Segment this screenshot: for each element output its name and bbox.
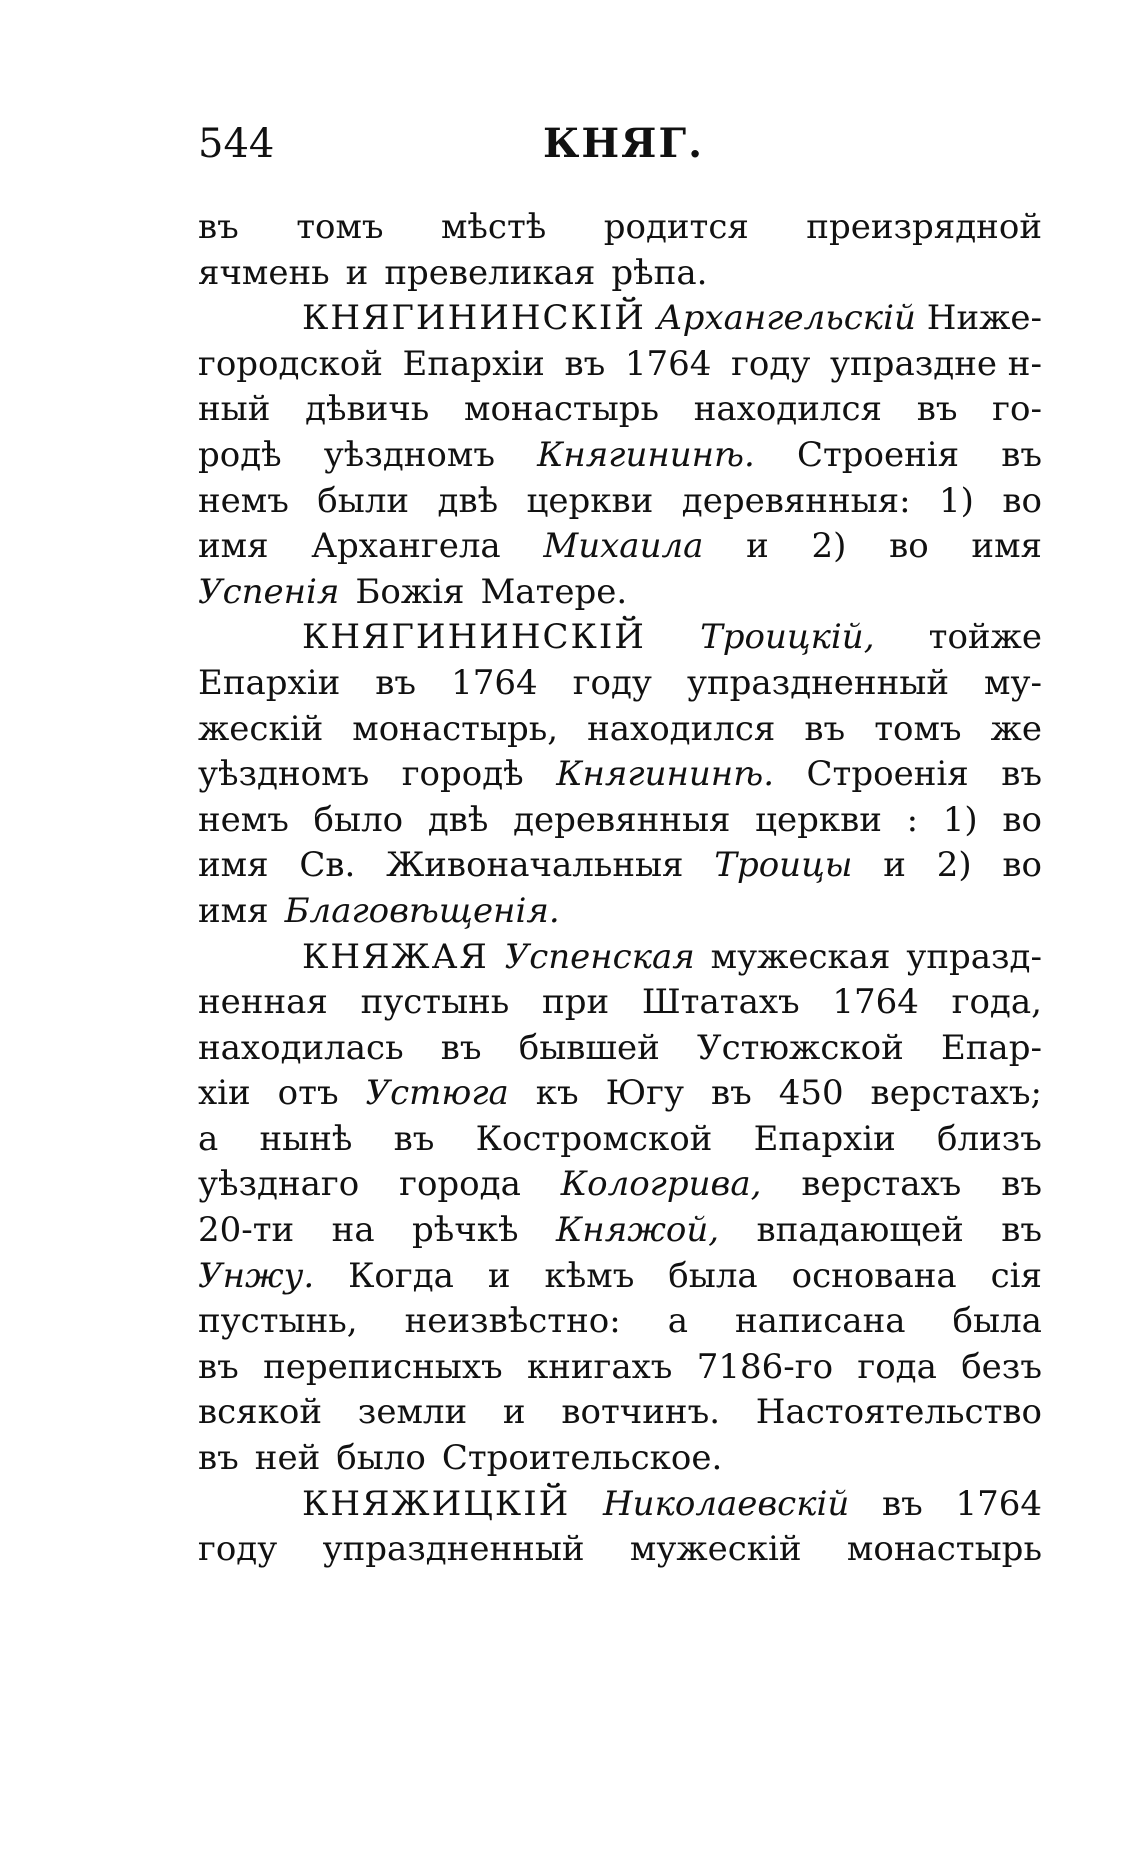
word: отъ (277, 1073, 339, 1114)
word: въ (916, 389, 958, 430)
italic-name: Троицы (714, 845, 853, 886)
word: упраздненный (686, 662, 949, 703)
word: монастырь (846, 1529, 1042, 1570)
word: ячмень (198, 252, 330, 293)
word: Епархіи (753, 1118, 896, 1159)
word: му- (984, 662, 1042, 703)
word: имя (198, 890, 269, 931)
word: въ (1001, 754, 1042, 795)
word: тойже (928, 617, 1042, 658)
word: 2) (811, 526, 847, 567)
word: въ (440, 1027, 482, 1068)
word: Костромской (475, 1118, 713, 1159)
entry-headword: КНЯЖАЯ (302, 936, 489, 977)
word: хіи (198, 1073, 251, 1114)
word: Епар- (940, 1027, 1042, 1068)
word: томъ (296, 207, 384, 247)
word: двѣ (427, 799, 489, 840)
word: деревянныя (513, 799, 731, 840)
word: уѣзднаго (198, 1164, 360, 1205)
word: Св. (299, 845, 356, 886)
word: немъ (198, 799, 289, 840)
word: Епархіи (402, 343, 545, 384)
text-line (198, 570, 1042, 616)
word: преизрядной (806, 207, 1042, 247)
word: находился (693, 389, 882, 430)
word: пустынь, (198, 1301, 358, 1342)
word: Живоначальныя (386, 845, 684, 886)
word: и (883, 845, 906, 886)
word: 1764 (832, 982, 919, 1023)
word: Архангела (311, 526, 501, 567)
word: пустынь (360, 982, 510, 1023)
italic-name: Княжой, (555, 1210, 720, 1251)
italic-name: Успенія (198, 571, 340, 612)
word: Строительское. (441, 1438, 723, 1479)
word: верстахъ (801, 1164, 962, 1205)
italic-name: Михаила (543, 526, 704, 567)
text-line (198, 1026, 1042, 1072)
word: земли (357, 1392, 468, 1433)
text-line (198, 296, 1042, 342)
text-line (198, 1390, 1042, 1436)
word: въ (1001, 1164, 1042, 1205)
word: мужескій (629, 1529, 802, 1570)
word: 1764 (451, 662, 538, 703)
entry-headword: КНЯГИНИНСКІЙ (302, 298, 646, 339)
text-line (198, 1345, 1042, 1391)
text-line (198, 1254, 1042, 1300)
word: а (198, 1118, 219, 1159)
word: Когда (348, 1255, 454, 1296)
word: безъ (961, 1346, 1042, 1387)
word: было (313, 799, 404, 840)
word: Матере. (480, 571, 628, 612)
text-line (198, 524, 1042, 570)
word: впадающей (756, 1210, 964, 1251)
word: въ (564, 343, 606, 384)
text-line (198, 479, 1042, 525)
word: находилась (198, 1027, 404, 1068)
word: было (336, 1438, 426, 1479)
body-text (198, 205, 1042, 1573)
word: Штатахъ (641, 982, 800, 1023)
word: ненная (198, 982, 328, 1023)
word: 20-ти (198, 1210, 295, 1251)
word: упраздне н- (830, 343, 1042, 384)
word: году (572, 662, 652, 703)
word: въ (198, 1346, 239, 1387)
word: городской (198, 343, 383, 384)
word: Ниже- (926, 298, 1042, 339)
text-line (198, 205, 1042, 251)
text-line (198, 387, 1042, 433)
italic-name: Устюга (365, 1073, 509, 1114)
word: мѣстѣ (440, 207, 547, 247)
word: го- (992, 389, 1042, 430)
text-line (198, 1162, 1042, 1208)
word: въ (375, 662, 417, 703)
word: ней (254, 1438, 321, 1479)
word: и (746, 526, 769, 567)
word: была (952, 1301, 1042, 1342)
word: года, (951, 982, 1042, 1023)
word: во (1002, 480, 1042, 521)
word: году (731, 343, 811, 384)
word: 1764 (955, 1483, 1042, 1524)
word: а (667, 1301, 688, 1342)
word: 450 (778, 1073, 844, 1114)
word: имя (971, 526, 1042, 567)
word: же (990, 708, 1042, 749)
word: томъ (874, 708, 962, 749)
italic-name: Благовѣщенія. (284, 890, 560, 931)
text-line (198, 433, 1042, 479)
word: бывшей (518, 1027, 660, 1068)
entry-headword: КНЯГИНИНСКІЙ (302, 617, 646, 658)
word: во (889, 526, 929, 567)
word: во (1002, 799, 1042, 840)
word: имя (198, 845, 269, 886)
word: основана (791, 1255, 957, 1296)
word: монастырь (464, 389, 660, 430)
word: написана (735, 1301, 906, 1342)
page-number: 544 (198, 121, 275, 167)
word: переписныхъ (263, 1346, 503, 1387)
word: жескій (198, 708, 324, 749)
word: города (399, 1164, 521, 1205)
word: Строенія (806, 754, 969, 795)
word: родится (603, 207, 749, 247)
word: двѣ (437, 480, 499, 521)
text-line (198, 1299, 1042, 1345)
word: превеликая (384, 252, 596, 293)
italic-name: Архангельскій (656, 298, 916, 339)
text-line (198, 1071, 1042, 1117)
text-line (198, 1527, 1042, 1573)
word: находился (587, 708, 776, 749)
word: уѣздномъ (323, 434, 495, 475)
word: кѣмъ (544, 1255, 635, 1296)
text-line (198, 615, 1042, 661)
word: городѣ (401, 754, 524, 795)
word: во (1002, 845, 1042, 886)
italic-name: Кологрива, (560, 1164, 762, 1205)
word: деревянныя: (681, 480, 911, 521)
word: была (668, 1255, 758, 1296)
word: всякой (198, 1392, 323, 1433)
word: въ (198, 207, 239, 247)
word: Устюжской (697, 1027, 904, 1068)
word: вотчинъ. (561, 1392, 721, 1433)
word: въ (1001, 1210, 1042, 1251)
word: Настоятельство (755, 1392, 1042, 1433)
word: : (906, 799, 919, 840)
text-line (198, 752, 1042, 798)
word: неизвѣстно: (404, 1301, 621, 1342)
word: 2) (936, 845, 972, 886)
word: немъ (198, 480, 289, 521)
word: родѣ (198, 434, 282, 475)
text-line (198, 1208, 1042, 1254)
entry-headword: КНЯЖИЦКІЙ (302, 1483, 571, 1524)
italic-name: Княгининѣ. (556, 754, 774, 795)
word: упразд- (906, 936, 1042, 977)
word: упраздненный (322, 1529, 585, 1570)
word: близъ (937, 1118, 1042, 1159)
word: на (331, 1210, 375, 1251)
word: и (345, 252, 369, 293)
text-line (198, 707, 1042, 753)
text-line (198, 798, 1042, 844)
word: Строенія (796, 434, 960, 475)
text-line (198, 342, 1042, 388)
text-line (198, 1482, 1042, 1528)
word: нынѣ (259, 1118, 353, 1159)
word: рѣпа. (611, 252, 708, 293)
word: при (542, 982, 610, 1023)
word: Югу (605, 1073, 684, 1114)
word: въ (804, 708, 846, 749)
word: монастырь, (352, 708, 559, 749)
italic-name: Унжу. (198, 1255, 315, 1296)
word: рѣчкѣ (412, 1210, 519, 1251)
word: верстахъ; (870, 1073, 1042, 1114)
word: 1) (942, 799, 978, 840)
text-line (198, 889, 1042, 935)
italic-name: Княгининѣ. (537, 434, 755, 475)
word: 1764 (624, 343, 712, 384)
running-head: КНЯГ. (543, 120, 704, 167)
word: въ (710, 1073, 752, 1114)
word: сія (990, 1255, 1042, 1296)
word: въ (198, 1438, 239, 1479)
text-line (198, 935, 1042, 981)
word: церкви (526, 480, 654, 521)
word: Епархіи (198, 662, 341, 703)
word: 7186-го (696, 1346, 834, 1387)
word: 1) (939, 480, 974, 521)
word: и (487, 1255, 511, 1296)
word: къ (535, 1073, 579, 1114)
text-line (198, 980, 1042, 1026)
word: въ (393, 1118, 435, 1159)
text-line (198, 1436, 1042, 1482)
text-line (198, 843, 1042, 889)
page-header (198, 118, 1042, 178)
word: Божія (355, 571, 465, 612)
text-line (198, 1117, 1042, 1163)
word: мужеская (710, 936, 891, 977)
word: году (198, 1529, 278, 1570)
word: года (857, 1346, 937, 1387)
text-line (198, 251, 1042, 297)
word: и (502, 1392, 526, 1433)
word: дѣвичь (305, 389, 430, 430)
word: въ (881, 1483, 923, 1524)
word: ный (198, 389, 271, 430)
word: были (317, 480, 410, 521)
word: церкви (755, 799, 882, 840)
italic-name: Николаевскій (603, 1483, 850, 1524)
word: книгахъ (526, 1346, 673, 1387)
word: уѣздномъ (198, 754, 370, 795)
italic-name: Успенская (504, 936, 695, 977)
word: въ (1001, 434, 1042, 475)
word: имя (198, 526, 269, 567)
text-line (198, 661, 1042, 707)
italic-name: Троицкій, (700, 617, 875, 658)
